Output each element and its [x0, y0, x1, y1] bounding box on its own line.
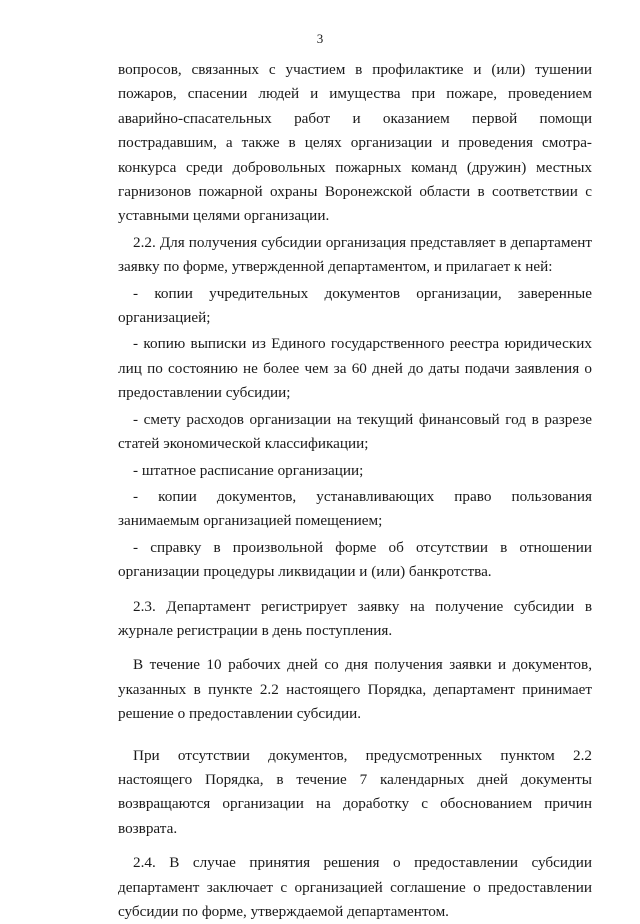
- page-number: 3: [316, 31, 324, 46]
- list-item-registry-extract: - копию выписки из Единого государственного реестра юридических лиц по состоянию не более чем за 60 дней до даты подачи заявления о предоставлении субсидии;: [118, 335, 592, 402]
- paragraph-2-3: 2.3. Департамент регистрирует заявку на получение субсидии в журнале регистрации в день поступления.: [118, 597, 592, 639]
- list-item-liquidation-certificate: - справку в произвольной форме об отсутствии в отношении организации процедуры ликвидации и (или) банкротства.: [118, 538, 592, 581]
- paragraph-decision-term: В течение 10 рабочих дней со дня получения заявки и документов, указанных в пункте 2.2 настоящего Порядка, департамент принимает решение о предоставлении субсидии.: [118, 656, 592, 723]
- paragraph-2-2: 2.2. Для получения субсидии организация представляет в департамент заявку по форме, утвержденной департаментом, и прилагает к ней:: [118, 233, 592, 276]
- paragraph-2-4: 2.4. В случае принятия решения о предоставлении субсидии департамент заключает с организацией соглашение о предоставлении субсидии по форме, утверждаемой департаментом.: [118, 854, 592, 920]
- paragraph-continuation: вопросов, связанных с участием в профилактике и (или) тушении пожаров, спасении людей и имущества при пожаре, проведением аварийно-спасательных работ и оказанием первой помощи пострадавшим, а также в целях организации и проведения смотра-конкурса среди добровольных пожарных команд (дружин) местных гарнизонов пожарной охраны Воронежской области в соответствии с уставными целями организации.: [118, 61, 592, 225]
- list-item-expense-estimate: - смету расходов организации на текущий финансовый год в разрезе статей экономической классификации;: [118, 410, 592, 453]
- document-body: [118, 58, 592, 924]
- paragraph-documents-return: При отсутствии документов, предусмотренных пунктом 2.2 настоящего Порядка, в течение 7 календарных дней документы возвращаются организации на доработку с обоснованием причин возврата.: [118, 746, 592, 837]
- list-item-staff-schedule: - штатное расписание организации;: [133, 461, 364, 479]
- list-item-charter-copies: - копии учредительных документов организации, заверенные организацией;: [118, 284, 592, 327]
- list-item-premises-documents: - копии документов, устанавливающих право пользования занимаемым организацией помещением;: [118, 487, 592, 530]
